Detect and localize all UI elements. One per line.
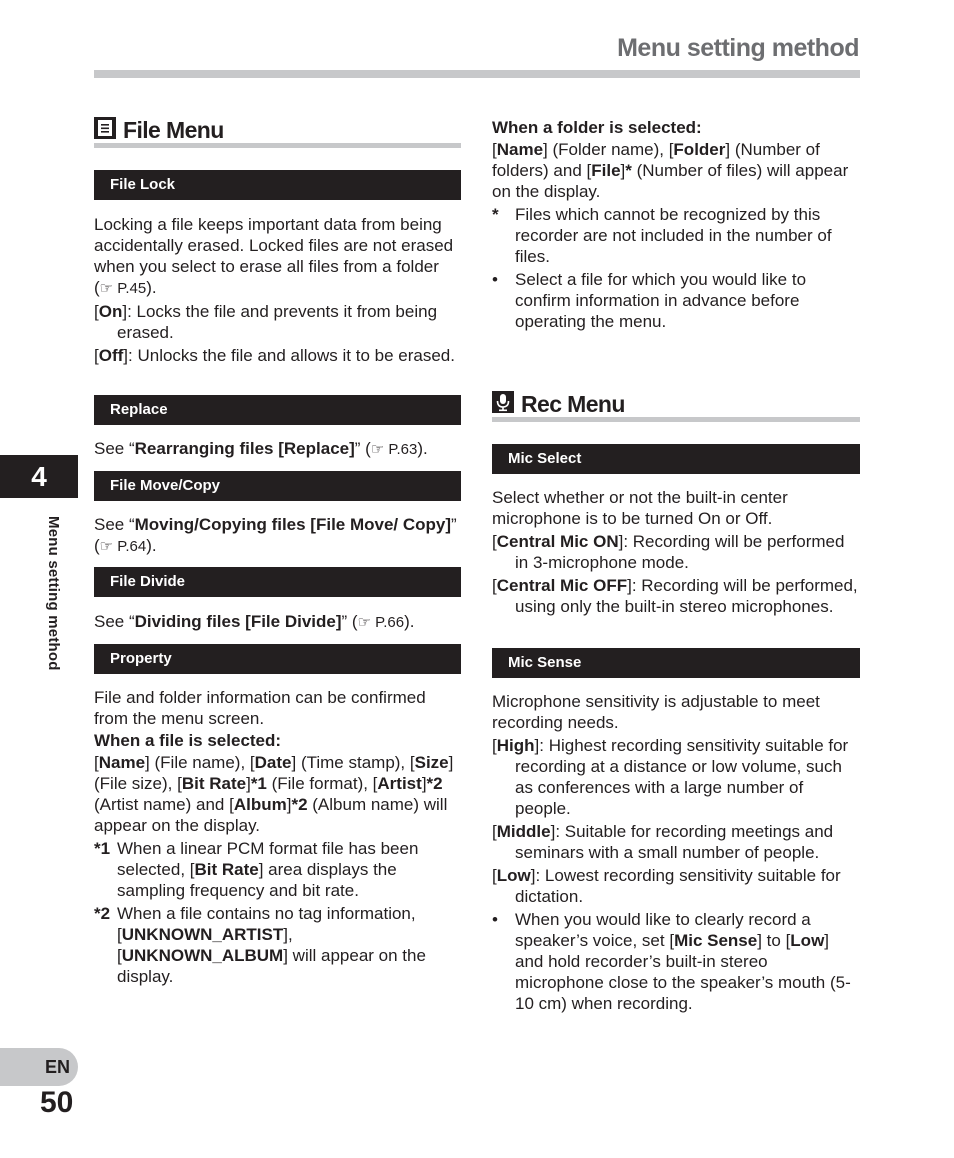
file-selected-description: [Name] (File name), [Date] (Time stamp), [Size] (File size), [Bit Rate]*1 (File format), [Artist]*2 (Artist name) and [Album]*2 (Album name) will appear on the display.: [94, 753, 454, 835]
footnote-1: *1 When a linear PCM format file has been selected, [Bit Rate] area displays the sampling frequency and bit rate.: [94, 839, 419, 900]
file-move-copy-bar: File Move/Copy: [94, 471, 461, 501]
property-bar: Property: [94, 644, 461, 674]
mic-sense-high-item: [High]: Highest recording sensitivity suitable for recording at a distance or low volume, such as conferences with a large number of people.: [492, 736, 849, 818]
mic-sense-paragraph: Microphone sensitivity is adjustable to meet recording needs.: [492, 692, 820, 732]
mic-select-section: [492, 487, 860, 617]
central-mic-off-item: [Central Mic OFF]: Recording will be performed, using only the built-in stereo microphones.: [492, 576, 858, 616]
microphone-icon: [492, 391, 514, 413]
folder-selected-section: [492, 117, 860, 332]
property-paragraph: File and folder information can be confirmed from the menu screen.: [94, 688, 426, 728]
mic-sense-low-item: [Low]: Lowest recording sensitivity suitable for dictation.: [492, 866, 841, 906]
mic-select-bar: Mic Select: [492, 444, 860, 474]
file-menu-icon: [94, 117, 116, 139]
header-rule: [94, 70, 860, 78]
file-lock-off-item: [Off]: Unlocks the file and allows it to be erased.: [94, 346, 455, 365]
mic-sense-tip: • When you would like to clearly record a speaker’s voice, set [Mic Sense] to [Low] and hold recorder’s built-in stereo microphone close to the speaker’s mouth (5-10 cm) when recording.: [492, 910, 851, 1013]
file-move-copy-see-text: See “Moving/Copying files [File Move/ Copy]” (☞ P.64).: [94, 515, 457, 555]
mic-sense-section: [492, 691, 860, 1014]
file-lock-section: [94, 214, 461, 366]
rec-menu-heading: [492, 387, 860, 422]
language-tab: [0, 1048, 78, 1086]
rec-menu-title: Rec Menu: [521, 391, 625, 417]
folder-bullet-note: • Select a file for which you would like to confirm information in advance before operating the menu.: [492, 270, 807, 331]
page-header-title: Menu setting method: [617, 34, 859, 62]
footnote-2: *2 When a file contains no tag information, [UNKNOWN_ARTIST], [UNKNOWN_ALBUM] will appear on the display.: [94, 904, 426, 986]
chapter-tab: 4: [0, 455, 78, 498]
property-section: [94, 687, 461, 987]
replace-bar: Replace: [94, 395, 461, 425]
mic-sense-bar: Mic Sense: [492, 648, 860, 678]
file-divide-see-text: See “Dividing files [File Divide]” (☞ P.66).: [94, 612, 415, 631]
file-divide-bar: File Divide: [94, 567, 461, 597]
chapter-side-label: Menu setting method: [45, 516, 62, 671]
central-mic-on-item: [Central Mic ON]: Recording will be performed in 3-microphone mode.: [492, 532, 845, 572]
file-lock-paragraph: Locking a file keeps important data from being accidentally erased. Locked files are not erased when you select to erase all files from a folder (☞ P.45).: [94, 215, 454, 297]
file-lock-on-item: [On]: Locks the file and prevents it from being erased.: [94, 302, 438, 342]
file-lock-bar: File Lock: [94, 170, 461, 200]
language-label: EN: [44, 1056, 70, 1077]
page-number: 50: [40, 1086, 74, 1119]
file-menu-heading: [94, 113, 461, 148]
file-menu-title: File Menu: [123, 117, 224, 143]
folder-selected-description: [Name] (Folder name), [Folder] (Number of folders) and [File]* (Number of files) will appear on the display.: [492, 140, 849, 201]
folder-selected-heading: When a folder is selected:: [492, 118, 702, 137]
file-selected-heading: When a file is selected:: [94, 731, 282, 750]
replace-see-text: See “Rearranging files [Replace]” (☞ P.63).: [94, 439, 428, 458]
mic-sense-middle-item: [Middle]: Suitable for recording meetings and seminars with a small number of people.: [492, 822, 834, 862]
folder-asterisk-note: * Files which cannot be recognized by this recorder are not included in the number of files.: [492, 205, 832, 266]
mic-select-paragraph: Select whether or not the built-in center microphone is to be turned On or Off.: [492, 488, 788, 528]
